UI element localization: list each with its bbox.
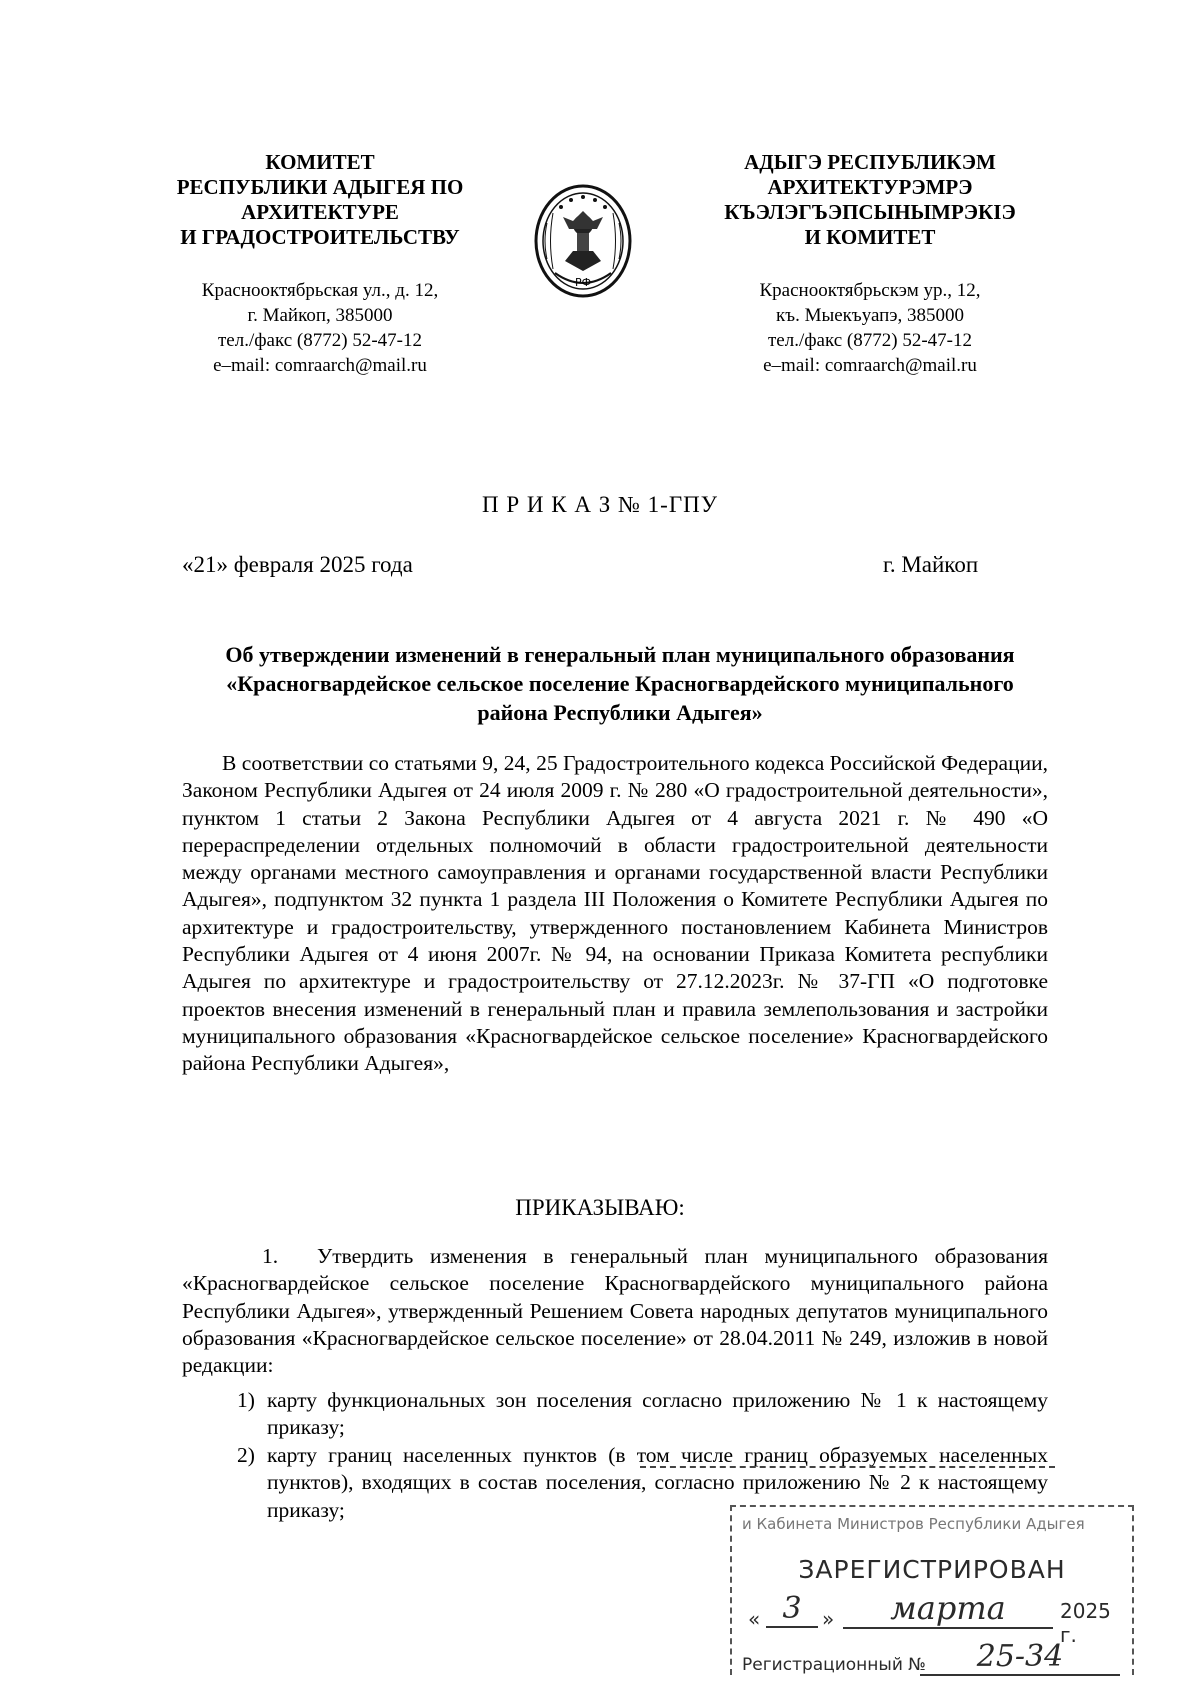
stamp-quote-open: «: [748, 1607, 761, 1631]
address-adyghe: [700, 278, 1040, 378]
org-line: И ГРАДОСТРОИТЕЛЬСТВУ: [180, 225, 460, 249]
stamp-year: 2025 г.: [1060, 1599, 1111, 1647]
email-line: e–mail: comraarch@mail.ru: [763, 355, 977, 376]
subitem-number: 1): [237, 1388, 255, 1412]
header-left: [150, 150, 490, 378]
address-line: тел./факс (8772) 52-47-12: [768, 330, 972, 351]
address-line: тел./факс (8772) 52-47-12: [218, 330, 422, 351]
stamp-title: ЗАРЕГИСТРИРОВАН: [798, 1555, 1066, 1584]
org-line: АРХИТЕКТУРЕ: [241, 200, 399, 224]
org-line: КОМИТЕТ: [265, 150, 375, 174]
stamp-reg-number: 25-34: [920, 1639, 1120, 1676]
stamp-month: марта: [843, 1589, 1053, 1629]
registration-stamp: [730, 1505, 1134, 1675]
document-subject: Об утверждении изменений в генеральный план муниципального образования «Красногвардейское сельское поселение Красногвардейского муниципального района Республики Адыгея»: [225, 642, 1015, 725]
subitem-1: [182, 1387, 1048, 1442]
org-name-russian: [150, 150, 490, 250]
stamp-faded-text: и Кабинета Министров Республики Адыгея: [742, 1515, 1085, 1533]
org-line: АДЫГЭ РЕСПУБЛИКЭМ: [744, 150, 996, 174]
subitem-number: 2): [237, 1443, 255, 1467]
subitem-text: карту функциональных зон поселения согласно приложению № 1 к настоящему приказу;: [267, 1388, 1048, 1440]
org-line: И КОМИТЕТ: [804, 225, 936, 249]
order-item-1: [182, 1243, 1048, 1379]
order-item-body: Утвердить изменения в генеральный план муниципального образования «Красногвардейское сельское поселение Красногвардейского муниципального района Республики Адыгея», утвержденный Решением Совета народных депутатов муниципального образования «Красногвардейское сельское поселение» от 28.04.2011 № 249, изложив в новой редакции:: [182, 1244, 1048, 1378]
address-line: къ. Мыекъуапэ, 385000: [776, 305, 964, 326]
stamp-quote-close: »: [822, 1607, 835, 1631]
address-russian: [150, 278, 490, 378]
document-date: «21» февраля 2025 года: [182, 552, 413, 577]
org-name-adyghe: [700, 150, 1040, 250]
stamp-date: [748, 1589, 1118, 1647]
stamp-day: 3: [766, 1591, 818, 1628]
address-line: Краснооктябрьская ул., д. 12,: [201, 280, 439, 301]
order-item-1-text: [182, 1243, 1048, 1379]
document-city: г. Майкоп: [883, 552, 979, 577]
preamble-paragraph: В соответствии со статьями 9, 24, 25 Градостроительного кодекса Российской Федерации, Законом Республики Адыгея от 24 июля 2009 г. № 280 «О градостроительной деятельности», пунктом 1 статьи 2 Закона Республики Адыгея от 4 августа 2021 г. № 490 «О перераспределении отдельных полномочий в области градостроительной деятельности между органами местного самоуправления и органами государственной власти Республики Адыгея», подпунктом 32 пункта 1 раздела III Положения о Комитете Республики Адыгея по архитектуре и градостроительству, утвержденного постановлением Кабинета Министров Республики Адыгея от 4 июня 2007г. № 94, на основании Приказа Комитета республики Адыгея по архитектуре и градостроительству от 27.12.2023г. № 37-ГП «О подготовке проектов внесения изменений в генеральный план и правила землепользования и застройки муниципального образования «Красногвардейское сельское поселение» Красногвардейского района Республики Адыгея»,: [182, 751, 1048, 1076]
republic-emblem-icon: [533, 183, 633, 299]
emblem-text: РФ: [574, 276, 592, 289]
address-line: г. Майкоп, 385000: [247, 305, 393, 326]
org-line: РЕСПУБЛИКИ АДЫГЕЯ ПО: [176, 175, 464, 199]
document-title: П Р И К А З № 1-ГПУ: [481, 492, 719, 517]
stamp-reg-label: Регистрационный №: [742, 1655, 926, 1675]
org-line: КЪЭЛЭГЪЭПСЫНЫМРЭКІЭ: [724, 200, 1016, 224]
order-item-number: 1.: [262, 1244, 279, 1268]
dashed-underline: [640, 1466, 1055, 1468]
order-heading: ПРИКАЗЫВАЮ:: [515, 1195, 685, 1220]
header-right: [700, 150, 1040, 378]
email-line: e–mail: comraarch@mail.ru: [213, 355, 427, 376]
org-line: АРХИТЕКТУРЭМРЭ: [767, 175, 973, 199]
address-line: Краснооктябрьскэм ур., 12,: [759, 280, 981, 301]
subitem-text: карту границ населенных пунктов (в том числе границ образуемых населенных пунктов), входящих в состав поселения, согласно приложению № 2 к настоящему приказу;: [267, 1443, 1048, 1522]
